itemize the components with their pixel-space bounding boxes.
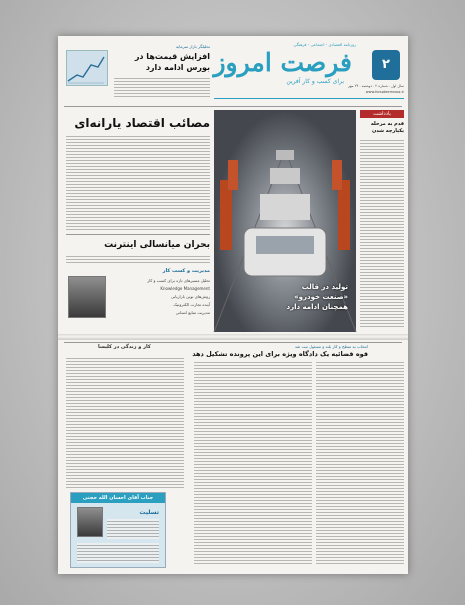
promo-title-bar — [71, 493, 165, 503]
columnist-link-item[interactable]: مدیریت منابع انسانی — [175, 310, 210, 315]
masthead — [214, 42, 404, 106]
columnist-box — [66, 268, 210, 332]
story-divider — [66, 234, 210, 235]
bottom-right-column — [316, 360, 404, 564]
newspaper-page — [58, 36, 408, 574]
header-divider — [64, 106, 402, 107]
secondary-story-body — [66, 254, 210, 264]
promo-portrait — [77, 507, 103, 537]
edition-number: ۲ — [382, 57, 390, 72]
promo-note: تسلیت — [139, 509, 159, 516]
teaser-kicker: تحلیلگر بازار سرمایه — [176, 44, 210, 49]
columnist-link-item[interactable]: روش‌های نوین بازاریابی — [170, 294, 210, 299]
columnist-label: مدیریت و کسب کار — [162, 268, 210, 274]
bottom-header-rule — [64, 342, 402, 343]
corner-label-tab — [360, 110, 404, 118]
bottom-center-column — [194, 360, 312, 564]
teaser-box — [66, 44, 210, 104]
right-column — [360, 110, 404, 332]
masthead-title: فرصت امروز — [213, 48, 352, 77]
chart-trend-icon — [65, 51, 107, 87]
lead-story-body — [66, 134, 210, 230]
bottom-center-kicker: انتخاب به سطح و کار بلند و مسئول ثبت شد — [294, 344, 368, 349]
photo-caption: تولید در قالب «صنعت خودرو» همچنان ادامه دارد — [286, 283, 348, 311]
promo-footer — [77, 543, 159, 563]
columnist-link-item[interactable]: آینده تجارت الکترونیک — [173, 302, 210, 307]
side-note-body — [360, 138, 404, 328]
page-fold — [58, 334, 408, 340]
teaser-body — [114, 76, 210, 98]
columnist-link-item[interactable]: Knowledge Management — [160, 286, 210, 291]
teaser-headline: افزایش قیمت‌ها در بورس ادامه دارد — [134, 52, 210, 72]
masthead-subtitle: برای کسب و کار آفرین — [286, 78, 344, 85]
promo-box — [70, 492, 166, 568]
masthead-meta: سال اول . شماره ۲ . دوشنبه . ۲۴ مهر — [348, 84, 404, 88]
masthead-rule — [214, 98, 404, 99]
edition-badge — [372, 50, 400, 80]
promo-body — [107, 519, 159, 539]
masthead-top-line: روزنامه اقتصادی - اجتماعی - فرهنگی — [293, 42, 356, 47]
secondary-story-headline: بحران میانسالی اینترنت — [104, 240, 210, 250]
masthead-website: www.forsateemrooz.ir — [365, 90, 404, 94]
side-note-title: قدم به مرحله یکپارچه شدن — [370, 121, 404, 134]
promo-name: جناب آقای احسان الله حجتی — [82, 495, 154, 501]
columnist-portrait — [68, 276, 106, 318]
factory-photo — [214, 110, 356, 332]
stock-chart-thumbnail — [66, 50, 108, 86]
corner-label: یادداشت — [373, 111, 391, 117]
bottom-left-header: کار و زندگی در کلیسا — [98, 344, 151, 350]
bottom-left-column-top — [66, 356, 184, 488]
bottom-center-headline: قوه قضائیه یک دادگاه ویژه برای این پرونده تشکیل دهد — [192, 350, 368, 358]
columnist-links — [112, 277, 210, 317]
lead-story-headline: مصائب اقتصاد یارانه‌ای — [74, 116, 210, 130]
columnist-link-item[interactable]: تحلیل مسیرهای تازه برای کسب و کار — [147, 278, 210, 283]
